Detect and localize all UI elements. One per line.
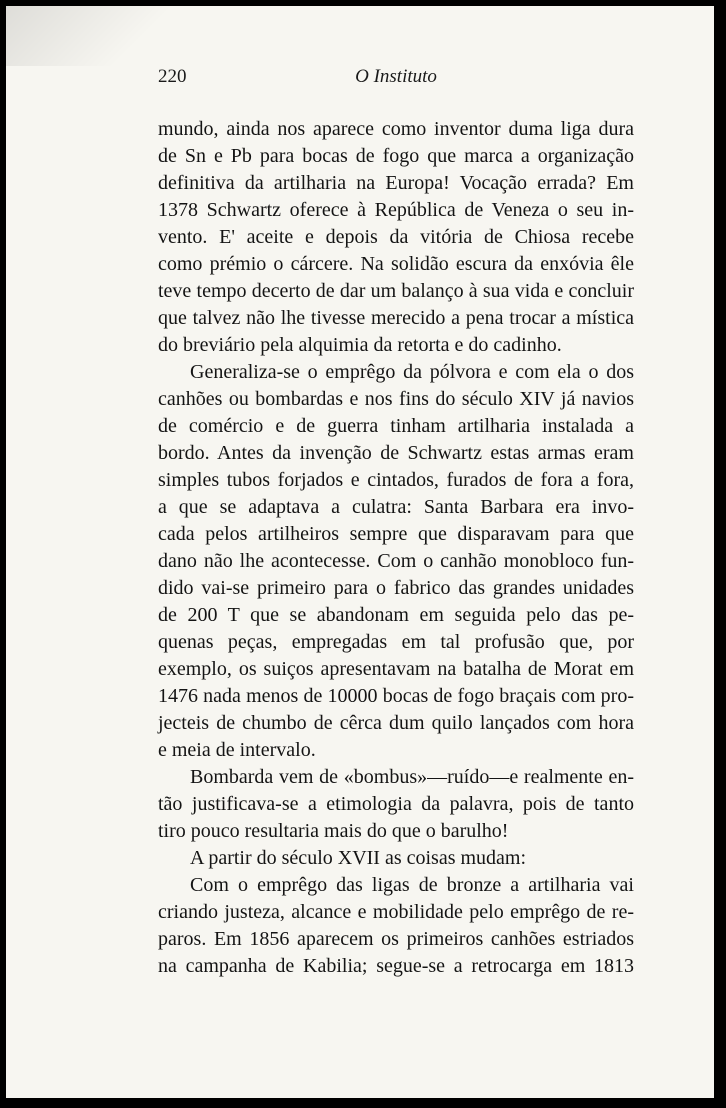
- text-line: como prémio o cárcere. Na solidão escura da enxóvia êle: [158, 253, 634, 275]
- text-line: definitiva da artilharia na Europa! Vocação errada? Em: [158, 172, 634, 194]
- text-line: bordo. Antes da invenção de Schwartz estas armas eram: [158, 442, 634, 464]
- text-line: Com o emprêgo das ligas de bronze a artilharia vai: [190, 874, 634, 896]
- text-line: e meia de intervalo.: [158, 739, 316, 761]
- page-header: [158, 66, 634, 96]
- text-line: de Sn e Pb para bocas de fogo que marca a organização: [158, 145, 634, 167]
- text-line: simples tubos forjados e cintados, furados de fora a fora,: [158, 469, 634, 491]
- text-line: jecteis de chumbo de cêrca dum quilo lançados com hora: [158, 712, 634, 734]
- text-line: que talvez não lhe tivesse merecido a pena trocar a mística: [158, 307, 634, 329]
- text-line: dido vai-se primeiro para o fabrico das grandes unidades: [158, 577, 634, 599]
- text-line: do breviário pela alquimia da retorta e do cadinho.: [158, 334, 562, 356]
- text-line: Bombarda vem de «bombus»—ruído—e realmente en-: [190, 766, 634, 788]
- text-line: canhões ou bombardas e nos fins do século XIV já navios: [158, 388, 634, 410]
- text-line: cada pelos artilheiros sempre que disparavam para que: [158, 523, 634, 545]
- book-page: [6, 6, 714, 1098]
- text-line: criando justeza, alcance e mobilidade pelo emprêgo de re-: [158, 901, 634, 923]
- text-line: de comércio e de guerra tinham artilharia instalada a: [158, 415, 634, 437]
- body-text: [158, 116, 634, 980]
- text-line: tiro pouco resultaria mais do que o barulho!: [158, 820, 509, 842]
- text-line: A partir do século XVII as coisas mudam:: [190, 847, 527, 869]
- text-line: a que se adaptava a culatra: Santa Barbara era invo-: [158, 496, 634, 518]
- text-line: tão justificava-se a etimologia da palavra, pois de tanto: [158, 793, 634, 815]
- text-line: 1378 Schwartz oferece à República de Veneza o seu in-: [158, 199, 634, 221]
- text-line: Generaliza-se o emprêgo da pólvora e com ela o dos: [190, 361, 634, 383]
- text-line: paros. Em 1856 aparecem os primeiros canhões estriados: [158, 928, 634, 950]
- text-line: mundo, ainda nos aparece como inventor duma liga dura: [158, 118, 634, 140]
- text-line: 1476 nada menos de 10000 bocas de fogo braçais com pro-: [158, 685, 634, 707]
- text-line: exemplo, os suiços apresentavam na batalha de Morat em: [158, 658, 634, 680]
- text-line: quenas peças, empregadas em tal profusão que, por: [158, 631, 634, 653]
- scan-shadow: [6, 6, 186, 66]
- text-line: teve tempo decerto de dar um balanço à sua vida e concluir: [158, 280, 634, 302]
- page-number: 220: [158, 66, 187, 87]
- text-line: dano não lhe acontecesse. Com o canhão monobloco fun-: [158, 550, 634, 572]
- running-title: O Instituto: [355, 66, 437, 87]
- text-line: de 200 T que se abandonam em seguida pelo das pe-: [158, 604, 634, 626]
- text-line: na campanha de Kabilia; segue-se a retrocarga em 1813: [158, 955, 634, 977]
- text-line: vento. E' aceite e depois da vitória de Chiosa recebe: [158, 226, 634, 248]
